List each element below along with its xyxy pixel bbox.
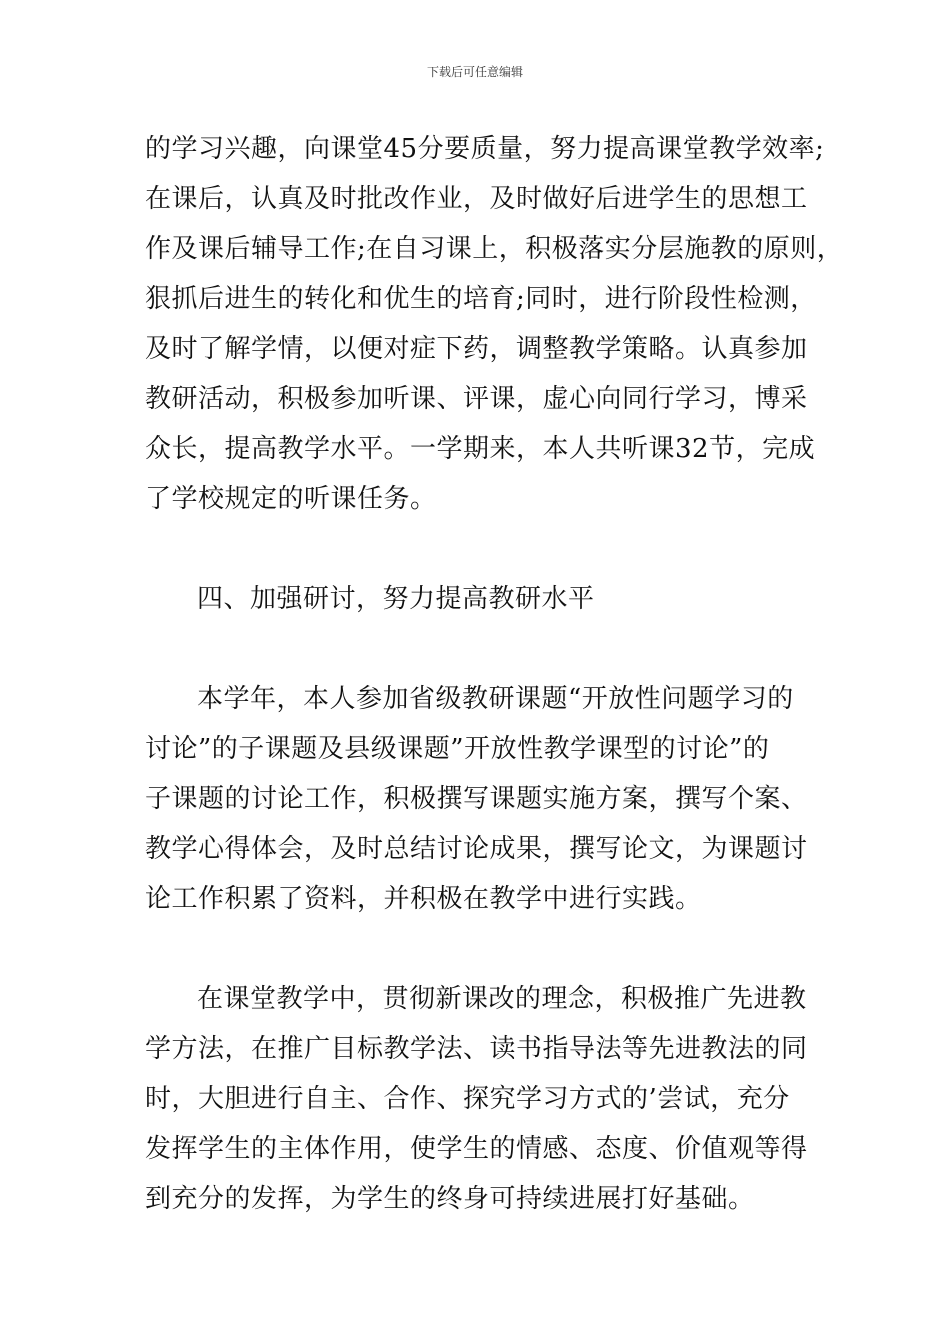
- text-line: 在课后，认真及时批改作业，及时做好后进学生的思想工: [145, 184, 808, 214]
- text-line: 了学校规定的听课任务。: [145, 484, 437, 514]
- text-line: 作及课后辅导工作;在自习课上，积极落实分层施教的原则，: [145, 234, 844, 264]
- text-line: 教研活动，积极参加听课、评课，虚心向同行学习，博采: [145, 384, 808, 414]
- text-line: 的学习兴趣，向课堂45分要质量，努力提高课堂教学效率;: [145, 134, 825, 164]
- paragraph-teaching-efficiency: [145, 124, 844, 524]
- text-line: 众长，提高教学水平。一学期来，本人共听课32节，完成: [145, 434, 816, 464]
- text-line: 本学年，本人参加省级教研课题“开放性问题学习的: [197, 684, 794, 714]
- text-line: 时，大胆进行自主、合作、探究学习方式的’尝试，充分: [145, 1084, 790, 1114]
- text-line: 狠抓后进生的转化和优生的培育;同时，进行阶段性检测，: [145, 284, 817, 314]
- text-line: 发挥学生的主体作用，使学生的情感、态度、价值观等得: [145, 1134, 808, 1164]
- document-body: [145, 124, 844, 1224]
- section-heading-research: 四、加强研讨，努力提高教研水平: [197, 584, 595, 614]
- text-line: 学方法，在推广目标教学法、读书指导法等先进教法的同: [145, 1034, 808, 1064]
- text-line: 在课堂教学中，贯彻新课改的理念，积极推广先进教: [197, 984, 807, 1014]
- text-line: 子课题的讨论工作，积极撰写课题实施方案，撰写个案、: [145, 784, 808, 814]
- page-header: 下载后可任意编辑: [426, 65, 523, 79]
- text-line: 讨论”的子课题及县级课题”开放性教学课型的讨论”的: [145, 734, 770, 764]
- paragraph-spacer: [145, 624, 835, 674]
- text-line: 到充分的发挥，为学生的终身可持续进展打好基础。: [145, 1184, 755, 1214]
- paragraph-spacer: [145, 924, 835, 974]
- paragraph-research-projects: [145, 674, 835, 924]
- paragraph-spacer: [145, 524, 835, 574]
- text-line: 及时了解学情，以便对症下药，调整教学策略。认真参加: [145, 334, 808, 364]
- paragraph-classroom-reform: [145, 974, 835, 1224]
- text-line: 论工作积累了资料，并积极在教学中进行实践。: [145, 884, 702, 914]
- text-line: 教学心得体会，及时总结讨论成果，撰写论文，为课题讨: [145, 834, 808, 864]
